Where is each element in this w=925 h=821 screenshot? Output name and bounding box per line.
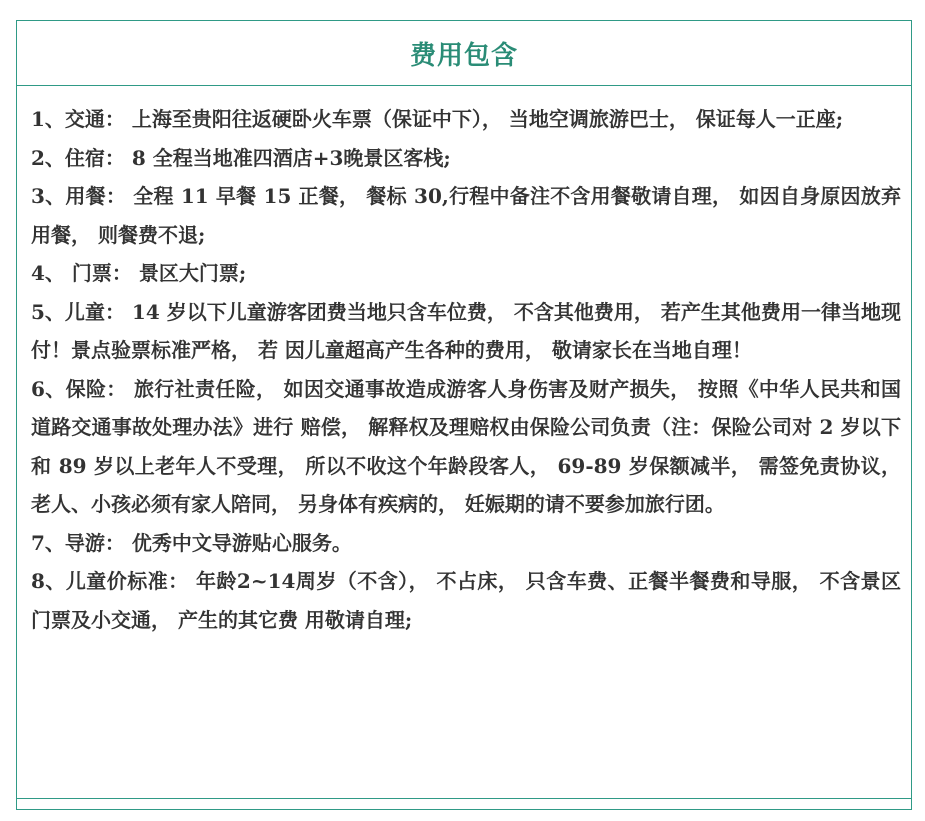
fee-item-transport: 1、交通： 上海至贵阳往返硬卧火车票（保证中下）， 当地空调旅游巴士， 保证每人一正座; <box>31 107 844 131</box>
panel-header <box>17 21 911 86</box>
fee-includes-panel <box>16 20 912 810</box>
fee-item-children: 5、儿童： 14 岁以下儿童游客团费当地只含车位费， 不含其他费用， 若产生其他费用一律当地现付！景点验票标准严格， 若 因儿童超高产生各种的费用， 敬请家长在当地自理！ <box>31 299 901 362</box>
fee-item-accommodation: 2、住宿： 8 全程当地准四酒店+3晚景区客栈; <box>31 145 451 170</box>
page-title: 费用包含 <box>409 40 518 71</box>
fee-item-tickets: 4、 门票： 景区大门票; <box>31 261 247 285</box>
bottom-divider <box>17 798 911 799</box>
fee-item-meals: 3、用餐： 全程 11 早餐 15 正餐， 餐标 30,行程中备注不含用餐敬请自理， 如因自身原因放弃用餐， 则餐费不退; <box>31 184 901 247</box>
fee-item-insurance: 6、保险： 旅行社责任险， 如因交通事故造成游客人身伤害及财产损失， 按照《中华人民共和国道路交通事故处理办法》进行 赔偿， 解释权及理赔权由保险公司负责（注：保险公司对 2 岁以下 和 89 岁以上老年人不受理， 所以不收这个年龄段客人， 69-89 岁保额减半， 需签免责协议， 老人、小孩必须有家人陪同， 另身体有疾病的， 妊娠期的请不要参加旅行团。 <box>31 376 901 516</box>
fee-item-child-price: 8、儿童价标准： 年龄2~14周岁（不含）， 不占床， 只含车费、正餐半餐费和导服， 不含景区门票及小交通， 产生的其它费 用敬请自理; <box>31 569 901 632</box>
fee-item-guide: 7、导游： 优秀中文导游贴心服务。 <box>31 530 352 555</box>
fee-list <box>17 86 911 639</box>
